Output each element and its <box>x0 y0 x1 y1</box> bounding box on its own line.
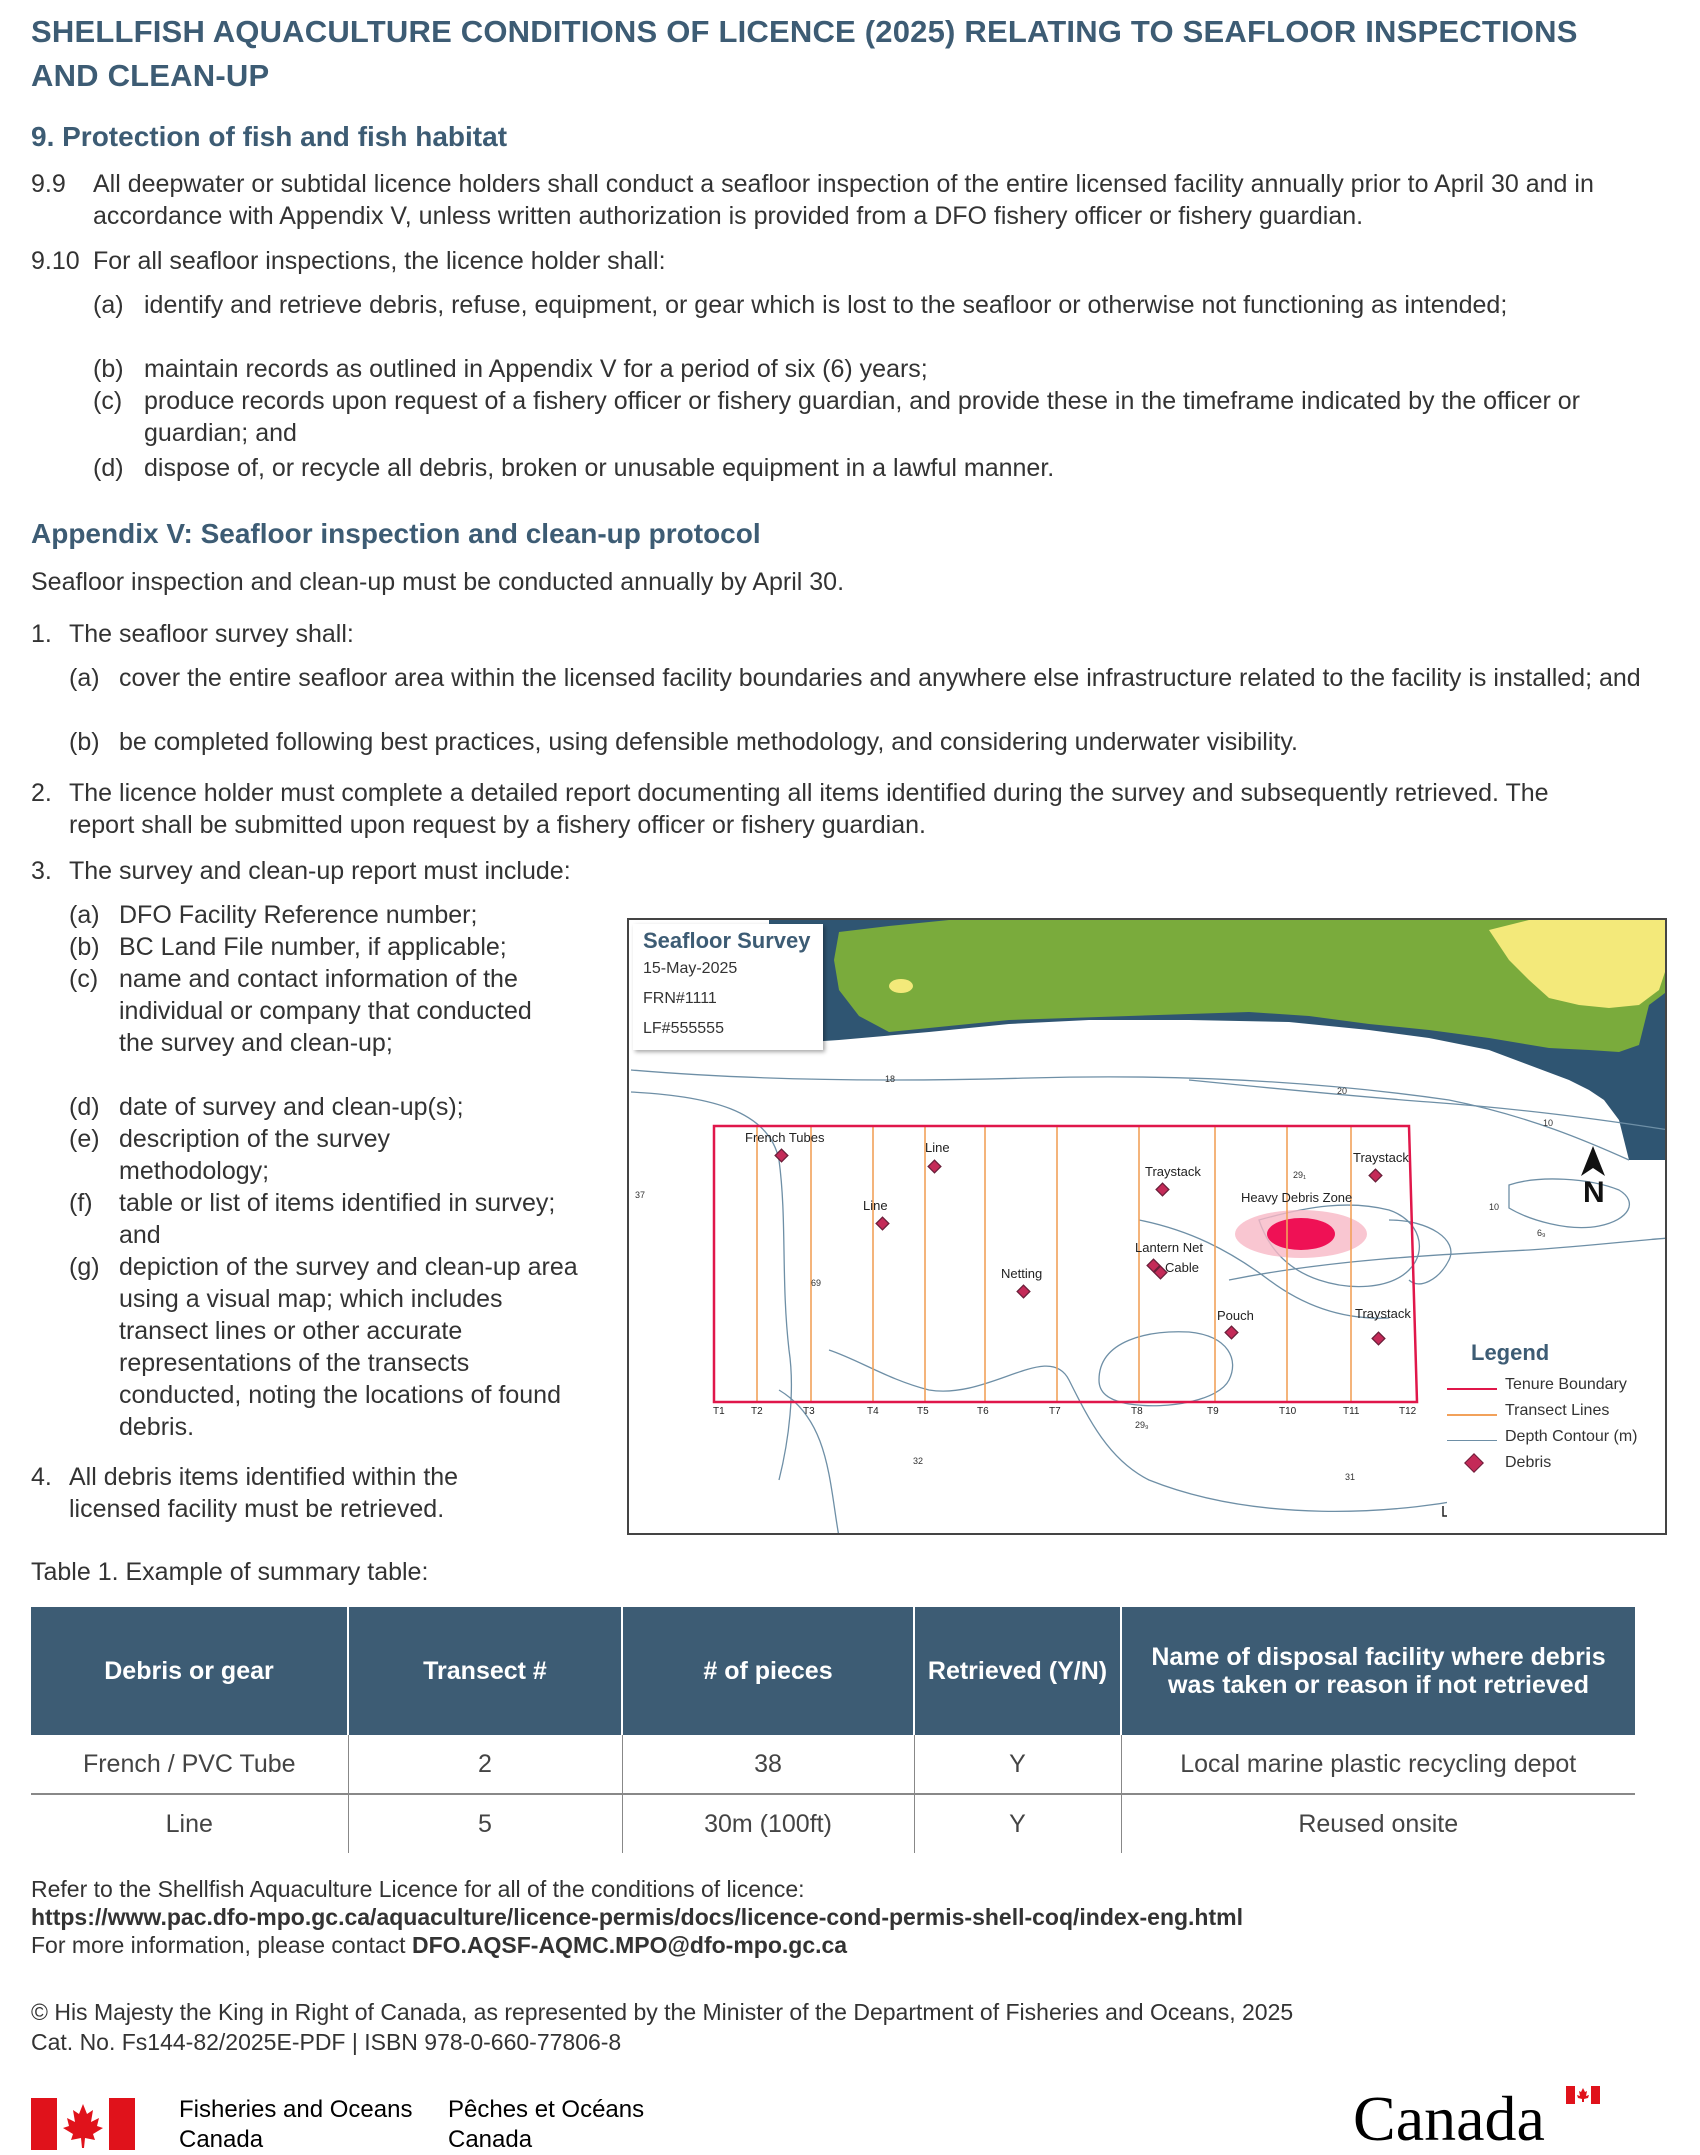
protocol-4 <box>31 1461 531 1525</box>
legend-debris-icon <box>1464 1453 1484 1473</box>
condition-text: For all seafloor inspections, the licence holder shall: <box>93 247 666 275</box>
debris-marker <box>1156 1183 1169 1196</box>
item-label: (e) <box>69 1125 100 1153</box>
table-cell: Y <box>914 1735 1121 1794</box>
protocol-number: 4. <box>31 1463 52 1491</box>
item-label: (a) <box>69 901 100 929</box>
depth-contour <box>1389 1220 1451 1284</box>
item-label: (d) <box>69 1093 100 1121</box>
item-text: name and contact information of the individual or company that conducted the survey and clean-up; <box>119 965 532 1057</box>
heavy-debris-zone-inner <box>1267 1218 1335 1250</box>
condition-item-a <box>93 289 1593 321</box>
heavy-debris-zone-label: Heavy Debris Zone <box>1241 1190 1353 1205</box>
department-name-en <box>179 2095 412 2155</box>
debris-label: Netting <box>1001 1266 1043 1281</box>
debris-label: Lantern Net <box>1135 1240 1203 1255</box>
transect-label: T5 <box>917 1406 929 1417</box>
legend-item: Debris <box>1505 1454 1552 1471</box>
depth-label: 6₉ <box>1537 1228 1546 1238</box>
depth-label: 29₉ <box>1135 1420 1149 1430</box>
debris-marker <box>928 1160 941 1173</box>
item-label: (c) <box>69 965 99 993</box>
contact-line <box>31 1931 847 1959</box>
table-cell: 30m (100ft) <box>622 1794 914 1853</box>
depth-label: 10 <box>1489 1202 1500 1212</box>
legend-item: Tenure Boundary <box>1505 1376 1627 1393</box>
protocol-2 <box>31 777 1571 841</box>
canada-flag-icon <box>31 2098 135 2150</box>
table-cell: Y <box>914 1794 1121 1853</box>
protocol-number: 2. <box>31 779 52 807</box>
legend-item: Depth Contour (m) <box>1505 1428 1638 1445</box>
debris-label: Traystack <box>1355 1306 1411 1321</box>
contact-email-link[interactable]: DFO.AQSF-AQMC.MPO@dfo-mpo.gc.ca <box>411 1932 848 1958</box>
debris-marker <box>1225 1326 1238 1339</box>
licence-reference-text: Refer to the Shellfish Aquaculture Licence for all of the conditions of licence: <box>31 1876 805 1902</box>
table-row <box>31 1794 1635 1853</box>
protocol-text: The survey and clean-up report must include: <box>69 857 571 885</box>
transect-label: T11 <box>1343 1406 1360 1417</box>
legend-contour-swatch <box>1447 1440 1497 1441</box>
protocol-3-item-d <box>69 1091 549 1123</box>
licence-url-link[interactable]: https://www.pac.dfo-mpo.gc.ca/aquaculture/licence-permis/docs/licence-cond-permis-shell-coq/index-eng.html <box>31 1904 1243 1930</box>
appendix-intro: Seafloor inspection and clean-up must be conducted annually by April 30. <box>31 568 845 596</box>
appendix-heading: Appendix V: Seafloor inspection and clean-up protocol <box>31 518 761 549</box>
protocol-text: The licence holder must complete a detailed report documenting all items identified during the survey and subsequently retrieved. The report shall be submitted upon request by a fishery officer or fishery guardian. <box>69 779 1549 839</box>
protocol-text: The seafloor survey shall: <box>69 620 354 648</box>
tenure-boundary <box>714 1126 1417 1402</box>
depth-label: 29₁ <box>1293 1170 1307 1180</box>
depth-contour <box>1099 1332 1233 1406</box>
item-label: (c) <box>93 387 123 415</box>
debris-label: Line <box>863 1198 888 1213</box>
transect-label: T2 <box>751 1406 763 1417</box>
protocol-1-item-b <box>69 726 1629 758</box>
column-header: Retrieved (Y/N) <box>914 1607 1121 1735</box>
item-text: description of the survey methodology; <box>119 1125 390 1185</box>
item-label: (f) <box>69 1189 93 1217</box>
transect-label: T12 <box>1399 1406 1417 1417</box>
table-header-row <box>31 1607 1635 1735</box>
wordmark-flag-icon <box>1566 2086 1600 2104</box>
transect-label: T9 <box>1207 1406 1219 1417</box>
item-label: (b) <box>69 728 100 756</box>
document-title: SHELLFISH AQUACULTURE CONDITIONS OF LICENCE (2025) RELATING TO SEAFLOOR INSPECTIONS AND CLEAN-UP <box>31 14 1578 93</box>
debris-label: Line <box>925 1140 950 1155</box>
item-label: (a) <box>69 664 100 692</box>
catalogue-number: Cat. No. Fs144-82/2025E-PDF | ISBN 978-0-660-77806-8 <box>31 2029 622 2055</box>
protocol-1-item-a <box>69 662 1669 694</box>
transect-label: T8 <box>1131 1406 1143 1417</box>
column-header: # of pieces <box>622 1607 914 1735</box>
condition-text: All deepwater or subtidal licence holders shall conduct a seafloor inspection of the entire licensed facility annually prior to April 30 and in accordance with Appendix V, unless written authorization is provided from a DFO fishery officer or fishery guardian. <box>93 170 1594 230</box>
condition-9-10 <box>31 245 1641 277</box>
legend-transect-swatch <box>1447 1414 1497 1416</box>
depth-label: 10 <box>1543 1118 1554 1128</box>
map-frn: FRN#1111 <box>643 990 717 1007</box>
item-label: (g) <box>69 1253 100 1281</box>
protocol-3-item-b <box>69 931 599 963</box>
debris-label: Pouch <box>1217 1308 1254 1323</box>
canada-wordmark: Canada <box>1353 2083 1545 2154</box>
depth-label: 69 <box>811 1278 822 1288</box>
table-cell: French / PVC Tube <box>31 1735 348 1794</box>
debris-marker <box>1372 1332 1385 1345</box>
column-header: Debris or gear <box>31 1607 348 1735</box>
item-label: (b) <box>93 355 124 383</box>
protocol-1 <box>31 618 1631 650</box>
transect-label: T7 <box>1049 1406 1061 1417</box>
transect-label: T6 <box>977 1406 989 1417</box>
debris-marker <box>876 1217 889 1230</box>
legend-title: Legend <box>1471 1340 1550 1365</box>
item-text: BC Land File number, if applicable; <box>119 933 507 961</box>
intertidal-spot <box>889 979 913 993</box>
protocol-3-item-g <box>69 1251 579 1443</box>
depth-label: 20 <box>1337 1086 1348 1096</box>
transect-lines <box>757 1126 1351 1402</box>
debris-marker <box>1369 1169 1382 1182</box>
department-name-line: Canada <box>179 2126 264 2153</box>
legend-boundary-swatch <box>1447 1388 1497 1390</box>
department-name-line: Fisheries and Oceans <box>179 2096 413 2123</box>
item-text: table or list of items identified in survey; and <box>119 1189 556 1249</box>
transect-label: T4 <box>867 1406 879 1417</box>
item-text: dispose of, or recycle all debris, broken or unusable equipment in a lawful manner. <box>144 454 1055 482</box>
summary-table <box>31 1607 1635 1853</box>
item-text: DFO Facility Reference number; <box>119 901 478 929</box>
item-text: cover the entire seafloor area within the licensed facility boundaries and anywhere else infrastructure related to the facility is installed; and <box>119 664 1641 692</box>
item-label: (d) <box>93 454 124 482</box>
table-caption: Table 1. Example of summary table: <box>31 1558 429 1586</box>
table-cell: Line <box>165 1809 213 1838</box>
condition-item-d <box>93 452 1593 484</box>
protocol-3 <box>31 855 1031 887</box>
protocol-3-item-f <box>69 1187 559 1251</box>
transect-label: T1 <box>713 1406 725 1417</box>
depth-label: 37 <box>635 1190 646 1200</box>
north-arrow-icon <box>1581 1146 1605 1176</box>
depth-label: 32 <box>913 1456 924 1466</box>
table-row <box>31 1735 1635 1794</box>
item-text: date of survey and clean-up(s); <box>119 1093 464 1121</box>
column-header: Name of disposal facility where debris was taken or reason if not retrieved <box>1121 1607 1635 1735</box>
item-text: be completed following best practices, using defensible methodology, and considering underwater visibility. <box>119 728 1298 756</box>
table-cell: Local marine plastic recycling depot <box>1121 1735 1635 1794</box>
condition-item-c <box>93 385 1653 449</box>
protocol-3-item-e <box>69 1123 489 1187</box>
item-label: (a) <box>93 291 124 319</box>
protocol-number: 1. <box>31 620 52 648</box>
condition-9-9 <box>31 168 1641 232</box>
depth-label: 31 <box>1345 1472 1356 1482</box>
protocol-text: All debris items identified within the licensed facility must be retrieved. <box>69 1463 459 1523</box>
map-date: 15-May-2025 <box>643 960 738 977</box>
item-text: depiction of the survey and clean-up area using a visual map; which includes transect lines or other accurate representations of the transects conducted, noting the locations of found debris. <box>119 1253 578 1441</box>
table-cell: Reused onsite <box>1121 1794 1635 1853</box>
section-9-heading: 9. Protection of fish and fish habitat <box>31 121 508 152</box>
item-label: (b) <box>69 933 100 961</box>
table-cell: 5 <box>348 1794 622 1853</box>
north-label: N <box>1583 1176 1605 1209</box>
item-text: produce records upon request of a fishery officer or fishery guardian, and provide these in the timeframe indicated by the officer or guardian; and <box>144 387 1580 447</box>
protocol-3-item-a <box>69 899 589 931</box>
transect-label: T10 <box>1279 1406 1297 1417</box>
seafloor-survey-map <box>627 918 1667 1535</box>
depth-contour <box>631 1070 1629 1160</box>
map-info-card <box>633 924 823 1050</box>
debris-marker <box>1017 1285 1030 1298</box>
legend-item: Transect Lines <box>1505 1402 1610 1419</box>
debris-label: French Tubes <box>745 1130 825 1145</box>
condition-number: 9.9 <box>31 170 66 198</box>
department-name-fr <box>448 2095 644 2155</box>
transect-label: T3 <box>803 1406 815 1417</box>
department-name-line: Canada <box>448 2126 533 2153</box>
item-text: maintain records as outlined in Appendix V for a period of six (6) years; <box>144 355 928 383</box>
protocol-number: 3. <box>31 857 52 885</box>
depth-contour <box>631 1092 791 1480</box>
condition-item-b <box>93 353 1593 385</box>
map-lf: LF#555555 <box>643 1020 724 1037</box>
copyright-text: © His Majesty the King in Right of Canada, as represented by the Minister of the Department of Fisheries and Oceans, 2025 <box>31 1999 1294 2025</box>
debris-label: Traystack <box>1353 1150 1409 1165</box>
map-title: Seafloor Survey <box>643 928 811 953</box>
table-cell: 2 <box>348 1735 622 1794</box>
table-cell: 38 <box>622 1735 914 1794</box>
protocol-3-item-c <box>69 963 549 1059</box>
department-name-line: Pêches et Océans <box>448 2096 645 2123</box>
item-text: identify and retrieve debris, refuse, equipment, or gear which is lost to the seafloor or otherwise not functioning as intended; <box>144 291 1508 319</box>
map-legend <box>1447 1332 1667 1522</box>
debris-label: Traystack <box>1145 1164 1201 1179</box>
column-header: Transect # <box>348 1607 622 1735</box>
depth-label: 18 <box>885 1074 896 1084</box>
condition-number: 9.10 <box>31 247 80 275</box>
debris-label: Cable <box>1165 1260 1199 1275</box>
contact-prefix: For more information, please contact <box>31 1932 406 1958</box>
depth-contour <box>1509 1179 1629 1228</box>
